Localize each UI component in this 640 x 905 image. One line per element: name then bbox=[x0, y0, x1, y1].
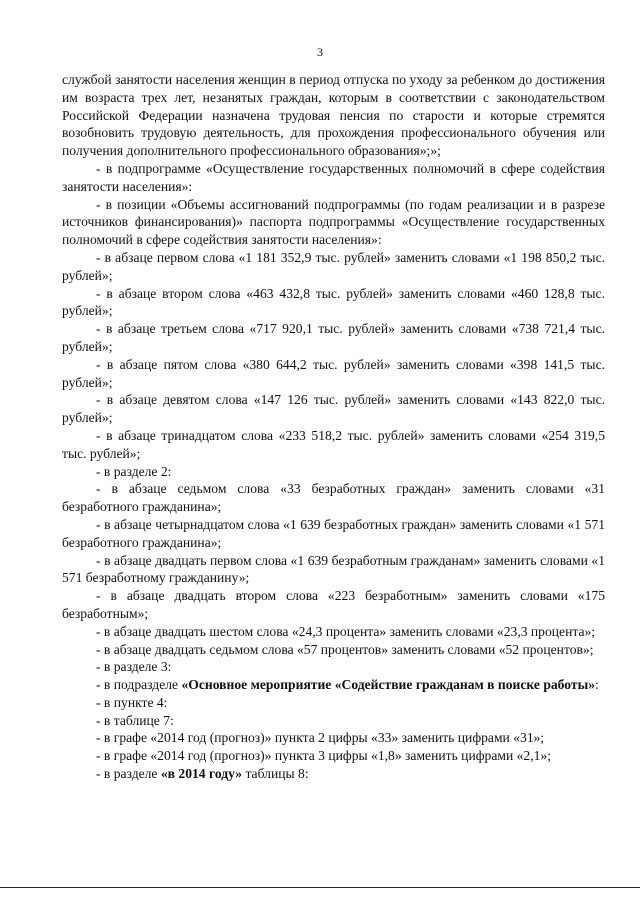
paragraph-text: таблицы 8: bbox=[242, 766, 309, 782]
paragraph: - в пункте 4: bbox=[96, 694, 168, 710]
paragraph: - в абзаце седьмом слова «33 безработных граждан» заменить словами «31 безработного гражданина»; bbox=[62, 481, 605, 515]
paragraph: - в позиции «Объемы ассигнований подпрограммы (по годам реализации и в разрезе источников финансирования)» паспорта подпрограммы «Осуществление государственных полномочий в сфере содействия занятости населения»: bbox=[62, 196, 605, 248]
paragraph: - в разделе 2: bbox=[96, 463, 172, 479]
paragraph: - в таблице 7: bbox=[96, 712, 174, 728]
paragraph-text: - в разделе bbox=[96, 766, 161, 782]
paragraph bbox=[62, 765, 605, 783]
paragraph-text: : bbox=[595, 677, 599, 693]
paragraph: - в абзаце двадцать втором слова «223 безработным» заменить словами «175 безработным»; bbox=[62, 588, 605, 621]
section-year-label: «в 2014 году» bbox=[160, 766, 243, 782]
footer-divider bbox=[0, 887, 640, 888]
paragraph: - в абзаце девятом слова «147 126 тыс. рублей» заменить словами «143 822,0 тыс. рублей»; bbox=[62, 392, 605, 426]
paragraph: - в абзаце третьем слова «717 920,1 тыс. рублей» заменить словами «738 721,4 тыс. рублей»; bbox=[62, 321, 605, 354]
paragraph: - в абзаце втором слова «463 432,8 тыс. рублей» заменить словами «460 128,8 тыс. рублей»; bbox=[62, 285, 605, 319]
paragraph bbox=[62, 676, 605, 694]
document-body bbox=[62, 71, 605, 783]
paragraph: - в абзаце пятом слова «380 644,2 тыс. рублей» заменить словами «398 141,5 тыс. рублей»; bbox=[62, 356, 605, 390]
paragraph: - в разделе 3: bbox=[96, 659, 172, 675]
subsection-title: «Основное мероприятие «Содействие гражданам в поиске работы» bbox=[181, 677, 596, 693]
paragraph: - в графе «2014 год (прогноз)» пункта 3 цифры «1,8» заменить цифрами «2,1»; bbox=[96, 748, 551, 764]
paragraph: службой занятости населения женщин в период отпуска по уходу за ребенком до достижения им возраста трех лет, незанятых граждан, которым в соответствии с законодательством Российской Федерации назначена трудовая пенсия по старости и которые стремятся возобновить трудовую деятельность, для прохождения профессионального обучения или получения дополнительного профессионального образования»;»; bbox=[62, 72, 605, 159]
paragraph: - в абзаце двадцать седьмом слова «57 процентов» заменить словами «52 процентов»; bbox=[96, 641, 594, 657]
paragraph: - в абзаце двадцать шестом слова «24,3 процента» заменить словами «23,3 процента»; bbox=[96, 623, 596, 639]
paragraph: - в подпрограмме «Осуществление государственных полномочий в сфере содействия занятости населения»: bbox=[62, 160, 605, 194]
paragraph: - в графе «2014 год (прогноз)» пункта 2 цифры «33» заменить цифрами «31»; bbox=[96, 730, 545, 746]
page-number: 3 bbox=[317, 45, 323, 59]
paragraph: - в абзаце тринадцатом слова «233 518,2 тыс. рублей» заменить словами «254 319,5 тыс. рублей»; bbox=[62, 427, 605, 461]
paragraph-text: - в подразделе bbox=[96, 677, 182, 693]
paragraph: - в абзаце первом слова «1 181 352,9 тыс. рублей» заменить словами «1 198 850,2 тыс. рублей»; bbox=[62, 249, 605, 283]
paragraph: - в абзаце четырнадцатом слова «1 639 безработных граждан» заменить словами «1 571 безработного гражданина»; bbox=[62, 516, 605, 550]
paragraph: - в абзаце двадцать первом слова «1 639 безработным гражданам» заменить словами «1 571 безработному гражданину»; bbox=[62, 552, 605, 586]
